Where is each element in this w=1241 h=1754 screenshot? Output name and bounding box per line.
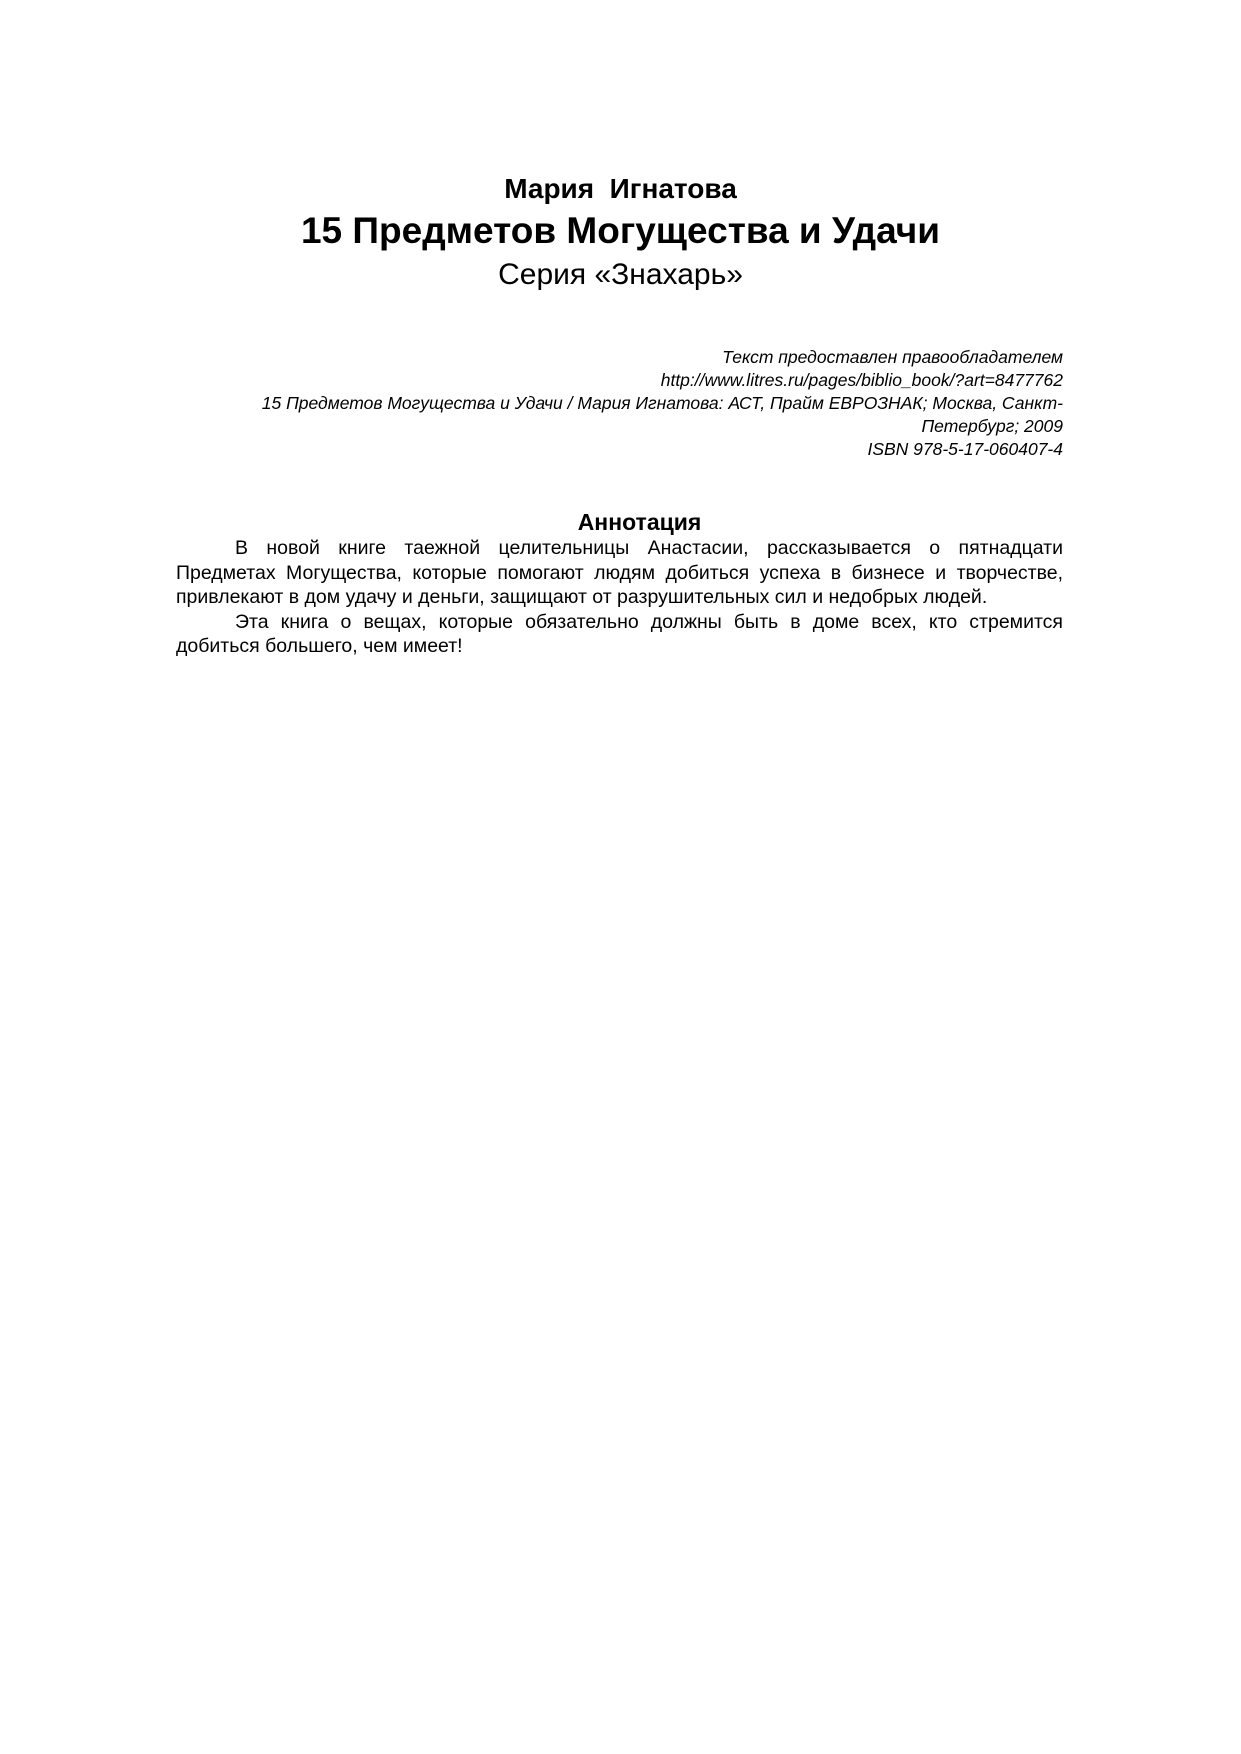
publication-info	[178, 346, 1063, 461]
annotation-heading	[0, 508, 1241, 536]
book-author: Мария Игнатова	[504, 173, 737, 204]
book-title: 15 Предметов Могущества и Удачи	[300, 210, 941, 251]
annotation-body	[176, 536, 1063, 659]
annotation-heading-text: Аннотация	[577, 509, 702, 535]
source-url: http://www.litres.ru/pages/biblio_book/?art=8477762	[660, 370, 1063, 390]
annotation-paragraph: В новой книге таежной целительницы Анастасии, рассказывается о пятнадцати Предметах Могущества, которые помогают людям добиться успеха в бизнесе и творчестве, привлекают в дом удачу и деньги, защищают от разрушительных сил и недобрых людей.	[176, 537, 1063, 608]
bibliographic-record: 15 Предметов Могущества и Удачи / Мария Игнатова: АСТ, Прайм ЕВРОЗНАК; Москва, Санкт-Петербург; 2009	[261, 393, 1063, 436]
annotation-paragraph: Эта книга о вещах, которые обязательно должны быть в доме всех, кто стремится добиться большего, чем имеет!	[176, 610, 1063, 657]
isbn: ISBN 978-5-17-060407-4	[867, 439, 1063, 459]
rights-holder-note: Текст предоставлен правообладателем	[722, 347, 1063, 367]
book-series: Серия «Знахарь»	[498, 258, 743, 291]
